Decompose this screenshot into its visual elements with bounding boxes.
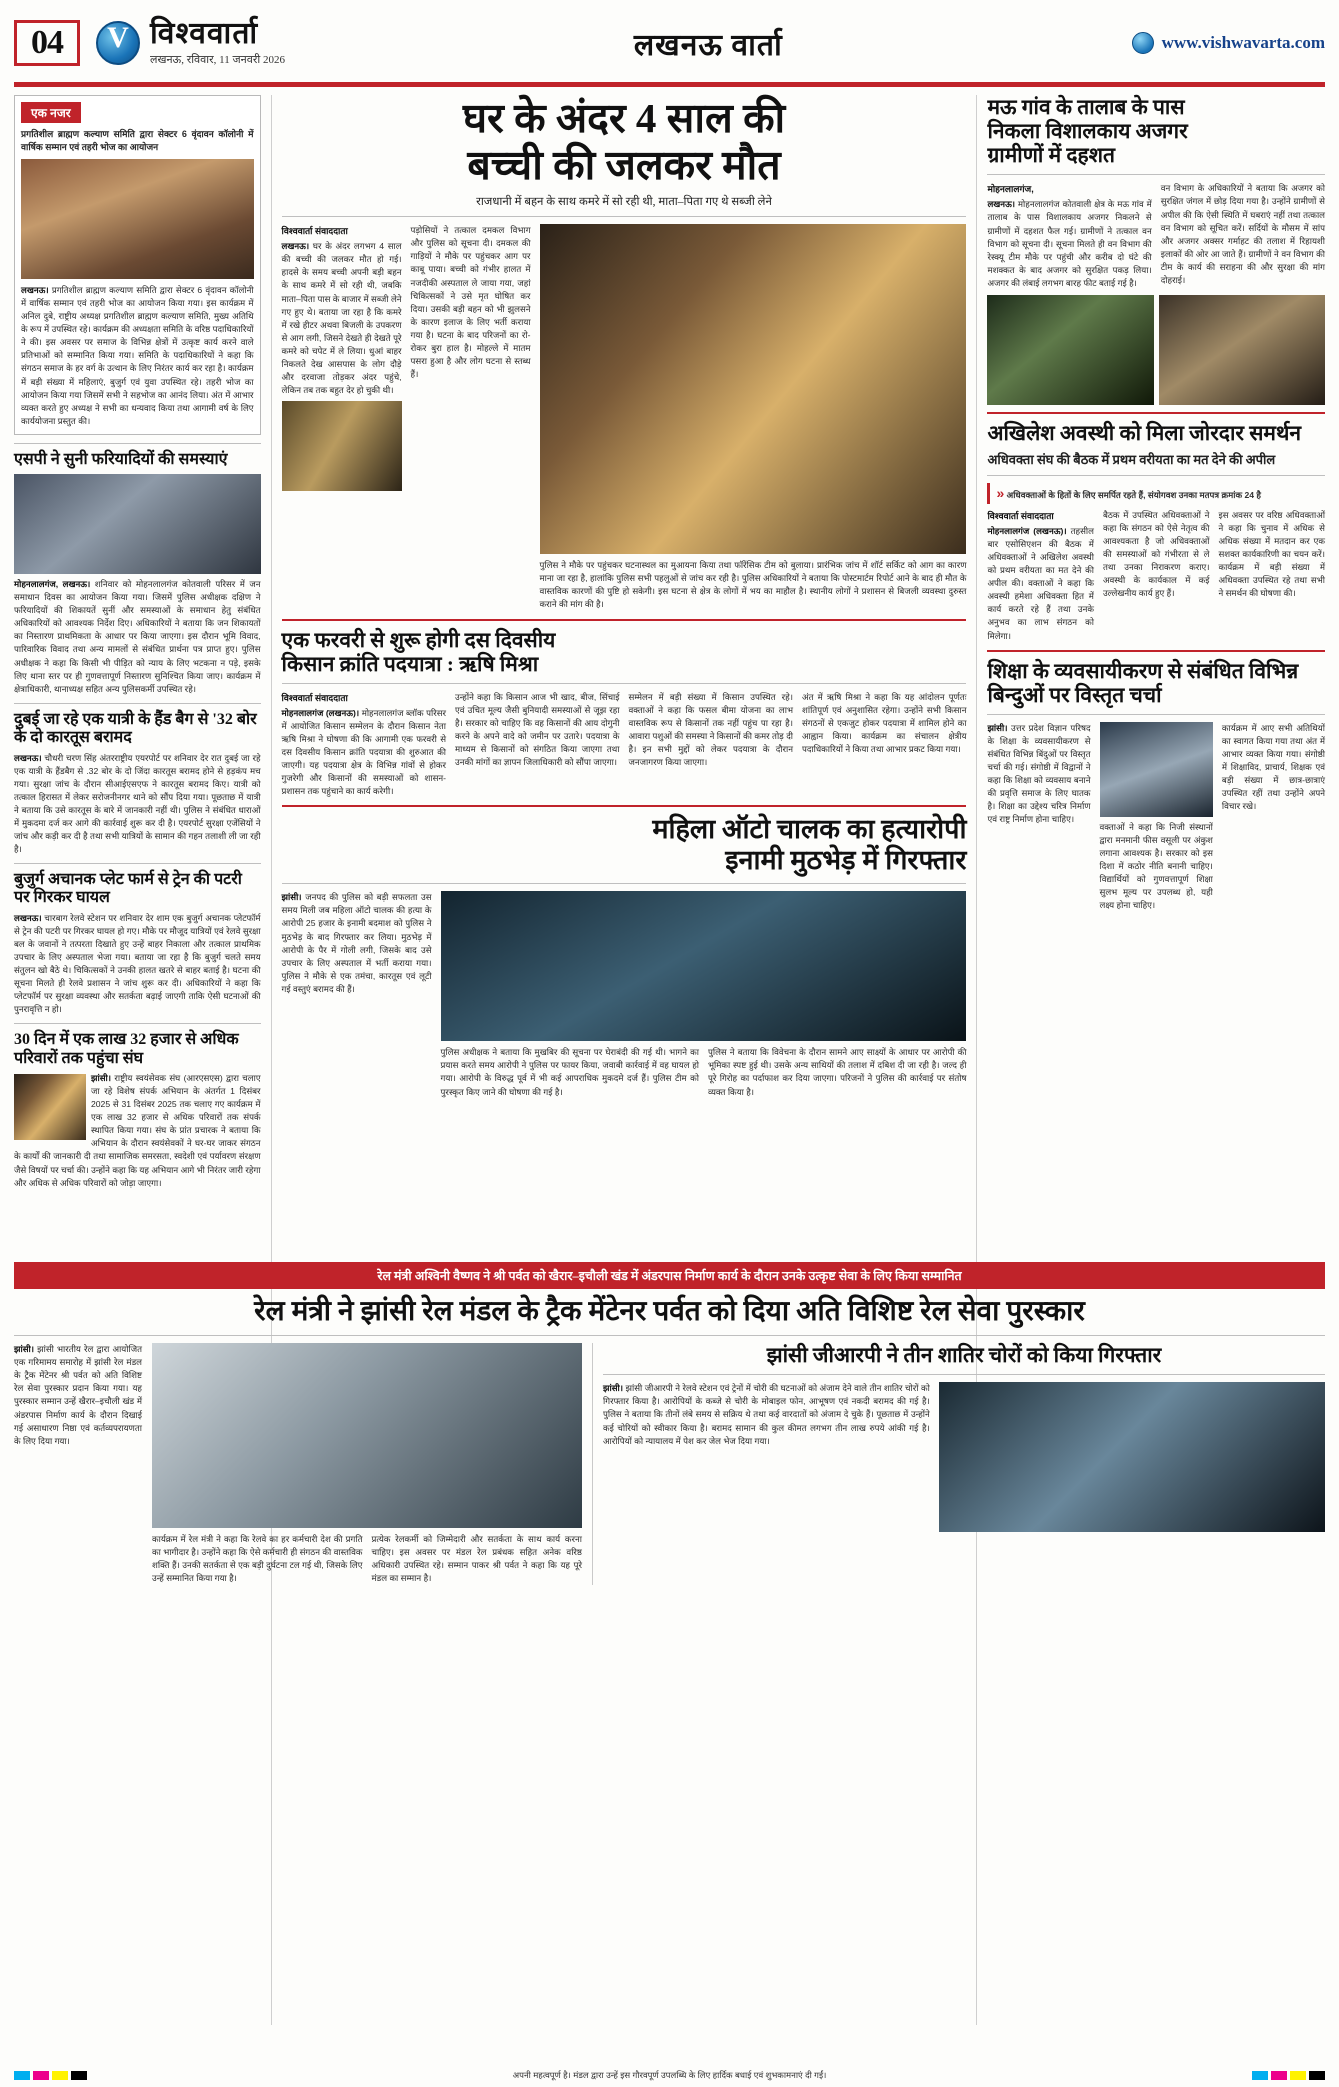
bottom-photo-award — [152, 1343, 582, 1528]
python-byline: मोहनलालगंज, — [987, 184, 1034, 195]
paper-edition-date: लखनऊ, रविवार, 11 जनवरी 2026 — [150, 54, 285, 66]
left-column — [14, 95, 261, 2025]
divider — [14, 703, 261, 704]
main-column — [282, 95, 967, 2025]
python-photo-snake — [1159, 295, 1325, 405]
divider — [14, 1023, 261, 1024]
lead-photo-fire-scene — [540, 224, 967, 554]
auto-photo-encounter — [441, 891, 967, 1041]
lead-col2: पड़ोसियों ने तत्काल दमकल विभाग और पुलिस को सूचना दी। दमकल की गाड़ियों ने मौके पर पहुंचकर आग पर काबू पाया। बच्ची को गंभीर हालत में नजदीकी अस्पताल ले जाया गया, जहां चिकित्सकों ने उसे मृत घोषित कर दिया। उसकी बड़ी बहन को भी झुलसने के कारण इलाज के लिए भर्ती कराया गया है। घटना के बाद परिजनों का रो-रोकर बुरा हाल है। मोहल्ले में मातम पसरा हुआ है और लोग घटना से स्तब्ध हैं। — [410, 225, 531, 379]
bottom-col2: कार्यक्रम में रेल मंत्री ने कहा कि रेलवे का हर कर्मचारी देश की प्रगति का भागीदार है। उन्होंने कहा कि ऐसे कर्मचारी ही संगठन की वास्तविक शक्ति हैं। उनकी सतर्कता से एक बड़ी दुर्घटना टल गई थी, जिसके लिए उन्हें सम्मानित किया गया है। — [152, 1534, 363, 1584]
masthead-rule — [14, 84, 1325, 87]
auto-headline-line2: इनामी मुठभेड़ में गिरफ्तार — [725, 845, 967, 876]
lead-headline-line2: बच्ची की जलकर मौत — [467, 142, 781, 189]
footer-strip — [14, 2070, 1325, 2081]
padyatra-dateline: मोहनलालगंज (लखनऊ)। — [281, 707, 360, 718]
cmyk-registration-marks-right — [1252, 2071, 1325, 2080]
grp-dateline: झांसी। — [603, 1383, 624, 1394]
divider — [282, 216, 967, 217]
padyatra-headline-line2: किसान क्रांति पदयात्रा : ऋषि मिश्रा — [281, 651, 539, 676]
python-headline-line1: मऊ गांव के तालाब के पास — [987, 95, 1185, 119]
divider — [987, 412, 1325, 414]
left-item1-body: प्रगतिशील ब्राह्मण कल्याण समिति द्वारा सेक्टर 6 वृंदावन कॉलोनी में वार्षिक सम्मान एवं तहरी भोज का आयोजन किया गया। इस कार्यक्रम में अनिल दुबे, राष्ट्रीय अध्यक्ष प्रगतिशील ब्राह्मण कल्याण समिति, मुख्य अतिथि के रूप में उपस्थित रहे। कार्यक्रम की अध्यक्षता समिति के वरिष्ठ पदाधिकारियों ने की। इस अवसर पर समाज के विभिन्न क्षेत्रों में उत्कृष्ट कार्य करने वाले प्रतिभाओं को सम्मानित किया गया। समिति के पदाधिकारियों ने कहा कि संगठन समाज के हर वर्ग के उत्थान के लिए निरंतर कार्य कर रहा है। कार्यक्रम में बड़ी संख्या में महिलाएं, बुजुर्ग एवं युवा उपस्थित रहे। तहरी भोज का आयोजन किया गया जिसमें सभी ने सहभोज का आनंद लिया। अंत में आभार व्यक्त करते हुए अध्यक्ष ने सभी का धन्यवाद किया तथा आगामी वर्ष के लिए कार्ययोजना प्रस्तुत की। — [21, 285, 254, 426]
python-dateline: लखनऊ। — [987, 199, 1016, 210]
shiksha-col3: कार्यक्रम में आए सभी अतिथियों का स्वागत किया गया तथा अंत में आभार व्यक्त किया गया। संगोष्ठी में शिक्षाविद, प्राचार्य, शिक्षक एवं बड़ी संख्या में छात्र-छात्राएं उपस्थित रहीं तथा उन्होंने अपने विचार रखे। — [1221, 722, 1325, 812]
edition-title: लखनऊ वार्ता — [633, 28, 783, 62]
left-item3-dateline: लखनऊ। — [14, 752, 42, 763]
shiksha-photo-meeting — [1100, 722, 1213, 817]
padyatra-col2: उन्होंने कहा कि किसान आज भी खाद, बीज, सिंचाई एवं उचित मूल्य जैसी बुनियादी समस्याओं से जूझ रहा है। सरकार को चाहिए कि वह किसानों की आय दोगुनी करने के अपने वादे को जमीन पर उतारे। पदयात्रा के माध्यम से किसानों को संगठित किया जाएगा तथा उनकी मांगों का ज्ञापन जिलाधिकारी को सौंपा जाएगा। — [455, 691, 620, 768]
logo-icon — [96, 21, 140, 65]
paper-logo — [96, 19, 285, 67]
akhilesh-dateline: मोहनलालगंज (लखनऊ)। — [987, 526, 1067, 536]
divider — [282, 683, 967, 684]
left-item2-body: शनिवार को मोहनलालगंज कोतवाली परिसर में जन समाधान दिवस का आयोजन किया गया। जिसमें पुलिस अधीक्षक दक्षिण ने फरियादियों की शिकायतें सुनीं और समस्याओं के समाधान हेतु संबंधित अधिकारियों को आवश्यक निर्देश दिए। अधिकारियों ने बताया कि जन शिकायतों का निस्तारण प्राथमिकता के आधार पर किया जाएगा। इस दौरान भूमि विवाद, पारिवारिक विवाद तथा अन्य मामलों से संबंधित प्रार्थना पत्र प्राप्त हुए। पुलिस अधीक्षक ने कहा कि किसी भी पीड़ित को न्याय के लिए भटकना न पड़े, इसके लिए थाना स्तर पर ही गुणवत्तापूर्ण निस्तारण सुनिश्चित किया जाए। कार्यक्रम में क्षेत्राधिकारी, थानाध्यक्ष सहित अन्य पुलिसकर्मी उपस्थित रहे। — [14, 579, 261, 694]
left-item3-headline: दुबई जा रहे एक यात्री के हैंड बैग से '32 बोर के दो कारतूस बरामद — [14, 710, 257, 747]
auto-col3: पुलिस ने बताया कि विवेचना के दौरान सामने आए साक्ष्यों के आधार पर आरोपी की भूमिका स्पष्ट हुई थी। उसके अन्य साथियों की तलाश में दबिश दी जा रही है। जल्द ही पूरे गिरोह का पर्दाफाश कर दिया जाएगा। परिजनों ने पुलिस की कार्रवाई पर संतोष व्यक्त किया है। — [708, 1047, 967, 1097]
lead-col1: घर के अंदर लगभग 4 साल की बच्ची की जलकर मौत हो गई। हादसे के समय बच्ची अपनी बड़ी बहन के साथ कमरे में सो रही थी, जबकि माता–पिता पास के बाजार में सब्जी लेने गए हुए थे। बताया जा रहा है कि कमरे में रखे हीटर अथवा बिजली के उपकरण से आग लगी, जिसने देखते ही देखते पूरे कमरे को चपेट में ले लिया। धुआं बाहर निकलते देख आसपास के लोग दौड़े और दरवाजा तोड़कर अंदर पहुंचे, लेकिन तब तक बहुत देर हो चुकी थी। — [281, 241, 402, 395]
akhilesh-col2: बैठक में उपस्थित अधिवक्ताओं ने कहा कि संगठन को ऐसे नेतृत्व की आवश्यकता है जो अधिवक्ताओं की समस्याओं को गंभीरता से ले तथा उनका निराकरण कराए। अवस्थी के कार्यकाल में कई उल्लेखनीय कार्य हुए हैं। — [1102, 510, 1210, 599]
divider — [987, 475, 1325, 476]
divider — [14, 443, 261, 444]
right-column — [987, 95, 1325, 2025]
ek-nazar-box — [14, 95, 261, 435]
left-item4-headline: बुजुर्ग अचानक प्लेट फार्म से ट्रेन की पटरी पर गिरकर घायल — [14, 871, 242, 907]
shiksha-headline-line1: शिक्षा के व्यवसायीकरण से संबंधित विभिन्न — [987, 658, 1299, 683]
padyatra-byline: विश्ववार्ता संवाददाता — [281, 692, 348, 703]
akhilesh-headline: अखिलेश अवस्थी को मिला जोरदार समर्थन — [987, 420, 1302, 445]
padyatra-headline-line1: एक फरवरी से शुरू होगी दस दिवसीय — [281, 627, 556, 652]
divider — [14, 1335, 1325, 1336]
shiksha-col1: उत्तर प्रदेश विज्ञान परिषद के शिक्षा के व्यवसायीकरण से संबंधित विभिन्न बिंदुओं पर विस्तृत चर्चा की गई। संगोष्ठी में विद्वानों ने कहा कि शिक्षा को व्यवसाय बनाने की प्रवृत्ति समाज के लिए घातक है। शिक्षा का उद्देश्य चरित्र निर्माण एवं राष्ट्र निर्माण होना चाहिए। — [987, 722, 1091, 825]
footer-note: अपनी महत्वपूर्ण है। मंडल द्वारा उन्हें इस गौरवपूर्ण उपलब्धि के लिए हार्दिक बधाई एवं शुभकामनाएं दी गईं। — [512, 2070, 827, 2080]
page-number: 04 — [14, 20, 80, 66]
left-item2-headline: एसपी ने सुनी फरियादियों की समस्याएं — [14, 450, 228, 468]
bottom-section — [14, 1262, 1325, 1585]
divider — [282, 883, 967, 884]
left-item1-dateline: लखनऊ। — [21, 285, 49, 296]
website-url: www.vishwavarta.com — [1161, 33, 1325, 52]
lead-col3: पुलिस ने मौके पर पहुंचकर घटनास्थल का मुआयना किया तथा फॉरेंसिक टीम को बुलाया। प्रारंभिक जांच में शॉर्ट सर्किट को आग का कारण माना जा रहा है, हालांकि पुलिस सभी पहलुओं से जांच कर रही है। पुलिस अधिकारियों ने बताया कि पोस्टमार्टम रिपोर्ट आने के बाद ही मौत के वास्तविक कारणों की पुष्टि हो सकेगी। इस घटना से क्षेत्र के लोगों में भय का माहौल है। स्थानीय लोगों ने प्रशासन से बिजली व्यवस्था दुरुस्त कराने की मांग की है। — [539, 560, 967, 610]
bottom-col1: झांसी भारतीय रेल द्वारा आयोजित एक गरिमामय समारोह में झांसी रेल मंडल के ट्रैक मेंटेनर श्री पर्वत को अति विशिष्ट रेल सेवा पुरस्कार प्रदान किया गया। यह पुरस्कार सम्मान उन्हें खैरार–इचौली खंड में अंडरपास निर्माण कार्य के दौरान दिखाई गई असाधारण निष्ठा एवं कर्तव्यपरायणता के लिए दिया गया। — [14, 1344, 142, 1446]
left-item5-photo — [14, 1074, 86, 1140]
akhilesh-col1: तहसील बार एसोसिएशन की बैठक में अधिवक्ताओं ने अखिलेश अवस्थी को प्रथम वरीयता का मत देने की अपील की। वक्ताओं ने कहा कि अवस्थी हमेशा अधिवक्ता हित में कार्य करते रहे हैं तथा उनके अनुभव का लाभ संगठन को मिलेगा। — [987, 526, 1094, 641]
globe-icon — [1132, 32, 1154, 54]
auto-col2: पुलिस अधीक्षक ने बताया कि मुखबिर की सूचना पर घेराबंदी की गई थी। भागने का प्रयास करते समय आरोपी ने पुलिस पर फायर किया, जवाबी कार्रवाई में वह घायल हो गया। आरोपी के विरुद्ध पूर्व में भी कई आपराधिक मुकदमे दर्ज हैं। पुलिस टीम को पुरस्कृत किए जाने की घोषणा की गई है। — [440, 1047, 699, 1097]
left-item2-dateline: मोहनलालगंज, लखनऊ। — [14, 579, 91, 590]
padyatra-col1: मोहनलालगंज ब्लॉक परिसर में आयोजित किसान सम्मेलन के दौरान किसान नेता ऋषि मिश्रा ने घोषणा की कि आगामी एक फरवरी से दस दिवसीय किसान क्रांति पदयात्रा की शुरुआत की जाएगी। यह पदयात्रा क्षेत्र के विभिन्न गांवों से होकर गुजरेगी और किसानों की समस्याओं को शासन-प्रशासन तक पहुंचाने का कार्य करेगी। — [281, 707, 447, 797]
grp-photo-arrest — [939, 1382, 1325, 1532]
python-headline-line3: ग्रामीणों में दहशत — [987, 143, 1115, 168]
lead-headline-line1: घर के अंदर 4 साल की — [462, 95, 786, 141]
python-col2: वन विभाग के अधिकारियों ने बताया कि अजगर को सुरक्षित जंगल में छोड़ दिया गया है। उन्होंने ग्रामीणों से अपील की कि ऐसी स्थिति में घबराएं नहीं तथा तत्काल वन विभाग को सूचित करें। सर्दियों के मौसम में सांप और अजगर अक्सर गर्माहट की तलाश में रिहायशी इलाकों की ओर आ जाते हैं। ग्रामीणों ने वन विभाग की टीम के कार्य की सराहना की और सुरक्षा की मांग दोहराई। — [1160, 183, 1325, 285]
divider — [603, 1374, 1325, 1375]
shiksha-dateline: झांसी। — [987, 722, 1008, 733]
padyatra-col4: अंत में ऋषि मिश्रा ने कहा कि यह आंदोलन पूर्णतः शांतिपूर्ण एवं अनुशासित रहेगा। उन्होंने सभी किसान संगठनों से एकजुट होकर पदयात्रा में शामिल होने का आह्वान किया। कार्यक्रम का संचालन क्षेत्रीय पदाधिकारियों ने किया तथा आभार प्रकट किया गया। — [802, 691, 967, 755]
divider — [14, 863, 261, 864]
paper-name: विश्ववार्ता — [150, 17, 259, 50]
divider — [987, 714, 1325, 715]
bottom-headline: रेल मंत्री ने झांसी रेल मंडल के ट्रैक मेंटेनर पर्वत को दिया अति विशिष्ट रेल सेवा पुरस्कार — [254, 1296, 1085, 1327]
auto-headline-line1: महिला ऑटो चालक का हत्यारोपी — [652, 814, 967, 845]
left-item1-photo — [21, 159, 254, 279]
auto-col1: जनपद की पुलिस को बड़ी सफलता उस समय मिली जब महिला ऑटो चालक की हत्या के आरोपी 25 हजार के इनामी बदमाश को पुलिस ने मुठभेड़ के बाद गिरफ्तार कर लिया। मुठभेड़ में आरोपी के पैर में गोली लगी, जिसके बाद उसे उपचार के लिए अस्पताल में भर्ती कराया गया। पुलिस ने मौके से एक तमंचा, कारतूस एवं लूटी गई वस्तुएं बरामद की हैं। — [281, 892, 432, 994]
left-item2-photo — [14, 474, 261, 574]
left-item1-kicker: प्रगतिशील ब्राह्मण कल्याण समिति द्वारा सेक्टर 6 वृंदावन कॉलोनी में वार्षिक सम्मान एवं तहरी भोज का आयोजन — [21, 129, 254, 153]
python-headline-line2: निकला विशालकाय अजगर — [987, 119, 1188, 144]
left-item4-dateline: लखनऊ। — [14, 912, 42, 923]
padyatra-col3: सम्मेलन में बड़ी संख्या में किसान उपस्थित रहे। वक्ताओं ने कहा कि फसल बीमा योजना का लाभ वास्तविक रूप से किसानों तक नहीं पहुंच पा रहा है। आवारा पशुओं की समस्या ने किसानों की कमर तोड़ दी है। इन सभी मुद्दों को लेकर पदयात्रा के दौरान जनजागरण किया जाएगा। — [628, 691, 793, 768]
bottom-dateline: झांसी। — [14, 1344, 35, 1355]
grp-headline: झांसी जीआरपी ने तीन शातिर चोरों को किया गिरफ्तार — [766, 1343, 1162, 1368]
shiksha-headline-line2: बिन्दुओं पर विस्तृत चर्चा — [987, 682, 1162, 707]
website-link[interactable] — [1132, 32, 1325, 54]
python-photo-village — [987, 295, 1153, 405]
akhilesh-subhead: अधिवक्ता संघ की बैठक में प्रथम वरीयता का मत देने की अपील — [987, 452, 1276, 467]
bottom-col3: प्रत्येक रेलकर्मी को जिम्मेदारी और सतर्कता के साथ कार्य करना चाहिए। इस अवसर पर मंडल रेल प्रबंधक सहित अनेक वरिष्ठ अधिकारी उपस्थित रहे। सम्मान पाकर श्री पर्वत ने कहा कि यह पूरे मंडल का सम्मान है। — [371, 1534, 582, 1584]
shiksha-col2: वक्ताओं ने कहा कि निजी संस्थानों द्वारा मनमानी फीस वसूली पर अंकुश लगाना आवश्यक है। सरकार को इस दिशा में कठोर नीति बनानी चाहिए। विद्यार्थियों को गुणवत्तापूर्ण शिक्षा सुलभ मूल्य पर उपलब्ध हो, यही लक्ष्य होना चाहिए। — [1099, 821, 1213, 911]
quote-icon: » — [996, 485, 1005, 501]
lead-dateline: लखनऊ। — [281, 241, 310, 252]
grp-body: झांसी जीआरपी ने रेलवे स्टेशन एवं ट्रेनों में चोरी की घटनाओं को अंजाम देने वाले तीन शातिर चोरों को गिरफ्तार किया है। आरोपियों के कब्जे से चोरी के मोबाइल फोन, आभूषण एवं नकदी बरामद की गई है। पुलिस ने बताया कि तीनों लंबे समय से सक्रिय थे तथा कई वारदातों को अंजाम दे चुके हैं। पूछताछ में उन्होंने कई चोरियों को स्वीकार किया है। बरामद सामान की कुल कीमत लगभग तीन लाख रुपये आंकी गई है। आरोपियों को न्यायालय में पेश कर जेल भेज दिया गया। — [603, 1383, 930, 1446]
divider — [282, 619, 967, 621]
masthead — [14, 10, 1325, 84]
left-item5-body: राष्ट्रीय स्वयंसेवक संघ (आरएसएस) द्वारा चलाए जा रहे विशेष संपर्क अभियान के अंतर्गत 1 दिसंबर 2025 से 31 दिसंबर 2025 तक चलाए गए कार्यक्रम में एक लाख 32 हजार से अधिक परिवारों तक संपर्क स्थापित किया गया। संघ के प्रांत प्रचारक ने बताया कि अभियान के दौरान स्वयंसेवकों ने घर-घर जाकर संगठन के कार्यों की जानकारी दी तथा सामाजिक समरसता, स्वदेशी एवं पर्यावरण संरक्षण जैसे विषयों पर चर्चा की। उन्होंने कहा कि यह अभियान आगे भी निरंतर जारी रहेगा और अधिक से अधिक परिवारों को जोड़ा जाएगा। — [14, 1073, 261, 1188]
divider — [987, 650, 1325, 652]
lead-subhead: राजधानी में बहन के साथ कमरे में सो रही थी, माता–पिता गए थे सब्जी लेने — [476, 196, 772, 209]
akhilesh-col3: इस अवसर पर वरिष्ठ अधिवक्ताओं ने कहा कि चुनाव में अधिक से अधिक संख्या में मतदान कर एक सशक्त कार्यकारिणी का चयन करें। कार्यक्रम में बड़ी संख्या में अधिवक्ता उपस्थित रहे तथा सभी ने समर्थन की घोषणा की। — [1218, 510, 1325, 599]
lead-byline: विश्ववार्ता संवाददाता — [281, 226, 348, 237]
lead-photo-child — [282, 401, 402, 491]
left-item5-dateline: झांसी। — [91, 1073, 112, 1084]
auto-dateline: झांसी। — [281, 892, 302, 903]
akhilesh-quote — [987, 483, 1325, 504]
divider — [282, 805, 967, 807]
python-col1: मोहनलालगंज कोतवाली क्षेत्र के मऊ गांव में तालाब के पास विशालकाय अजगर निकलने से ग्रामीणों में दहशत फैल गई। ग्रामीणों ने तत्काल वन विभाग को सूचना दी। सूचना मिलते ही वन विभाग की रेस्क्यू टीम मौके पर पहुंची और करीब दो घंटे की मशक्कत के बाद अजगर को सुरक्षित पकड़ लिया। अजगर की लंबाई लगभग बारह फीट बताई गई है। — [987, 199, 1152, 288]
left-item3-body: चौधरी चरण सिंह अंतरराष्ट्रीय एयरपोर्ट पर शनिवार देर रात दुबई जा रहे एक यात्री के हैंडबैग से .32 बोर के दो जिंदा कारतूस बरामद होने से हड़कंप मच गया। सुरक्षा जांच के दौरान सीआईएसएफ ने कारतूस बरामद किए। यात्री को तत्काल हिरासत में लेकर सरोजनीनगर थाने को सौंप दिया गया। पूछताछ में यात्री ने बताया कि उसे कारतूस के बारे में जानकारी नहीं थी। पुलिस ने संबंधित धाराओं में मुकदमा दर्ज कर आगे की कार्रवाई शुरू कर दी है। एयरपोर्ट सुरक्षा एजेंसियों ने जांच और कड़ी कर दी है तथा सभी यात्रियों के सामान की गहन तलाशी ली जा रही है। — [14, 752, 261, 854]
ek-nazar-tag: एक नजर — [21, 102, 81, 123]
divider — [987, 174, 1325, 175]
column-rule — [271, 95, 272, 2025]
column-rule — [976, 95, 977, 2025]
akhilesh-quote-text: अधिवक्ताओं के हितों के लिए समर्पित रहते हैं, संयोगवश उनका मतपत्र क्रमांक 24 है — [1006, 490, 1261, 500]
cmyk-registration-marks — [14, 2071, 87, 2080]
akhilesh-byline: विश्ववार्ता संवाददाता — [987, 511, 1054, 521]
bottom-redbar: रेल मंत्री अश्विनी वैष्णव ने श्री पर्वत को खैरार–इचौली खंड में अंडरपास निर्माण कार्य के दौरान उनके उत्कृष्ट सेवा के लिए किया सम्मानित — [14, 1262, 1325, 1289]
left-item5-headline: 30 दिन में एक लाख 32 हजार से अधिक परिवारों तक पहुंचा संघ — [14, 1031, 239, 1067]
left-item4-body: चारबाग रेलवे स्टेशन पर शनिवार देर शाम एक बुजुर्ग अचानक प्लेटफॉर्म से ट्रेन की पटरी पर गिरकर घायल हो गए। मौके पर मौजूद यात्रियों एवं रेलवे सुरक्षा बल के जवानों ने तत्परता दिखाते हुए उन्हें बाहर निकाला और तत्काल प्राथमिक उपचार के लिए अस्पताल भेजा गया। बताया जा रहा है कि बुजुर्ग चलते समय संतुलन खो बैठे थे। चिकित्सकों ने उनकी हालत खतरे से बाहर बताई है। घटना की सूचना मिलते ही रेलवे प्रशासन ने जांच शुरू कर दी। अधिकारियों ने कहा कि प्लेटफॉर्म पर सुरक्षा व्यवस्था और सतर्कता बढ़ाई जाएगी ताकि ऐसी घटनाओं की पुनरावृत्ति न हो। — [14, 912, 261, 1015]
